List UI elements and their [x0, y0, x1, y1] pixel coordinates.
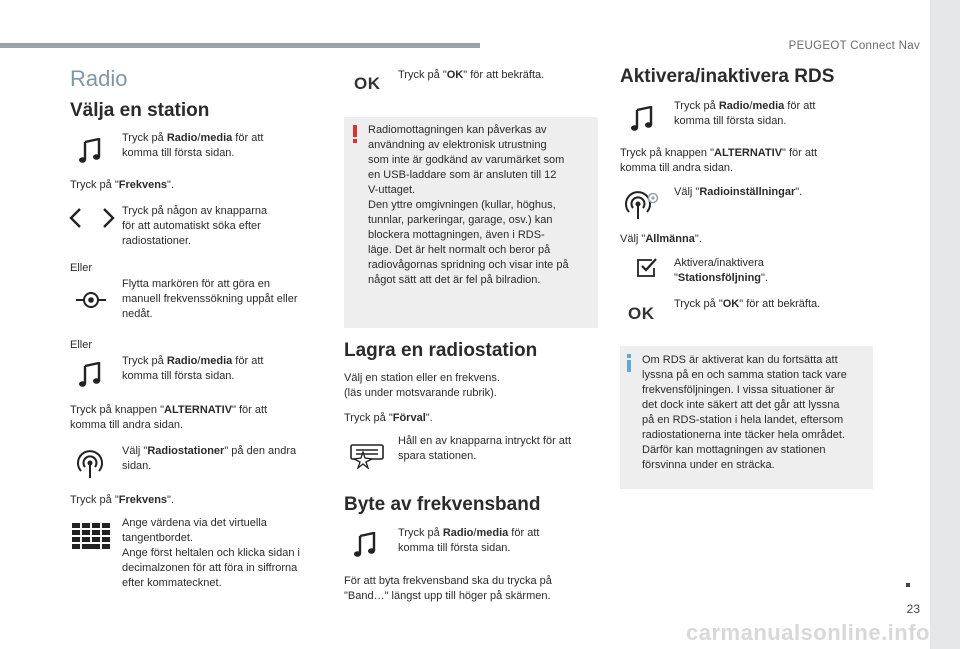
heading-change-band: Byte av frekvensband: [344, 494, 541, 515]
instr-radiostationer: Välj "Radiostationer" på den andra sidan.: [122, 445, 297, 472]
info-icon: [626, 354, 632, 372]
instr-radio-media-3: Tryck på Radio/media för att komma till första sidan.: [398, 527, 540, 554]
eller-1: Eller: [70, 262, 93, 274]
info-text: Om RDS är aktiverat kan du fortsätta att lyssna på en och samma station tack vare frekvensföljningen. I vissa situationer är det dock inte säkert att det går att lyssna på en RDS-station i hela landet, eftersom radiostationerna inte täcker hela området. Därför kan mottagningen av stationen försvinna under en sträcka.: [642, 354, 847, 471]
checkbox-icon: [636, 258, 658, 278]
music-note-icon: [78, 362, 102, 388]
warning-text: Radiomottagningen kan påverkas av användning av elektronisk utrustning som inte är godkänd av varumärket som en USB-laddare som är ansluten till 12 V-uttaget. Den yttre omgivningen (kullar, höghus, tunnlar, parkeringar, garage, osv.) kan blockera mottagningen, även i RDS- läge. Det är helt normalt och beror på radiovågornas spridning och visar inte på något sätt att det är fel på bilradion.: [368, 124, 569, 286]
instr-auto-seek: Tryck på någon av knapparna för att automatiskt söka efter radiostationer.: [122, 205, 268, 247]
instr-frekvens-1: Tryck på "Frekvens".: [70, 179, 175, 191]
instr-radioinstallningar: Välj "Radioinställningar".: [674, 186, 803, 198]
header-rule: [0, 43, 480, 48]
end-marker: [906, 583, 910, 587]
instr-band-button: För att byta frekvensband ska du trycka på "Band…" längst upp till höger på skärmen.: [344, 575, 552, 602]
instr-ok-2: Tryck på "OK" för att bekräfta.: [674, 298, 821, 310]
radio-signal-icon: [76, 449, 104, 479]
warning-icon: [352, 125, 358, 143]
instr-virtual-keyboard: Ange värdena via det virtuella tangentbordet. Ange först heltalen och klicka sidan i decimalzonen för att föra in siffrorna efter kommatecknet.: [122, 517, 300, 589]
instr-radio-media-2: Tryck på Radio/media för att komma till första sidan.: [122, 355, 264, 382]
instr-forval: Tryck på "Förval".: [344, 412, 433, 424]
ok-icon: OK: [354, 74, 381, 93]
heading-store-station: Lagra en radiostation: [344, 340, 538, 361]
ok-icon: OK: [628, 304, 655, 323]
instr-allmanna: Välj "Allmänna".: [620, 233, 702, 245]
radio-settings-icon: [624, 190, 662, 220]
watermark: carmanualsonline.info: [686, 620, 930, 645]
music-note-icon: [630, 106, 654, 132]
warning-box: [344, 117, 598, 328]
instr-alternativ-1: Tryck på knappen "ALTERNATIV" för att komma till andra sidan.: [70, 404, 268, 431]
instr-manual-seek: Flytta markören för att göra en manuell frekvenssökning uppåt eller nedåt.: [122, 278, 298, 320]
page-side-tab: [930, 0, 960, 649]
heading-rds: Aktivera/inaktivera RDS: [620, 66, 835, 87]
eller-2: Eller: [70, 339, 93, 351]
seek-arrows-icon: [68, 207, 118, 229]
running-header: PEUGEOT Connect Nav: [788, 40, 920, 52]
instr-hold-preset: Håll en av knapparna intryckt för att spara stationen.: [398, 435, 572, 462]
manual-tune-icon: [76, 288, 106, 312]
instr-radio-media-1: Tryck på Radio/media för att komma till första sidan.: [122, 132, 264, 159]
music-note-icon: [353, 532, 377, 558]
instr-stationsfoljning: Aktivera/inaktivera "Stationsföljning".: [674, 257, 768, 284]
section-title: Radio: [70, 66, 128, 91]
keypad-icon: [72, 523, 110, 551]
heading-select-station: Välja en station: [70, 100, 210, 121]
instr-select-station: Välj en station eller en frekvens. (läs under motsvarande rubrik).: [344, 372, 500, 399]
instr-radio-media-4: Tryck på Radio/media för att komma till första sidan.: [674, 100, 816, 127]
preset-hold-icon: [350, 443, 384, 469]
music-note-icon: [78, 138, 102, 164]
instr-frekvens-2: Tryck på "Frekvens".: [70, 494, 175, 506]
page-number: 23: [906, 602, 920, 616]
info-box: [620, 346, 873, 489]
instr-alternativ-2: Tryck på knappen "ALTERNATIV" för att komma till andra sidan.: [620, 147, 818, 174]
instr-ok-1: Tryck på "OK" för att bekräfta.: [398, 69, 545, 81]
